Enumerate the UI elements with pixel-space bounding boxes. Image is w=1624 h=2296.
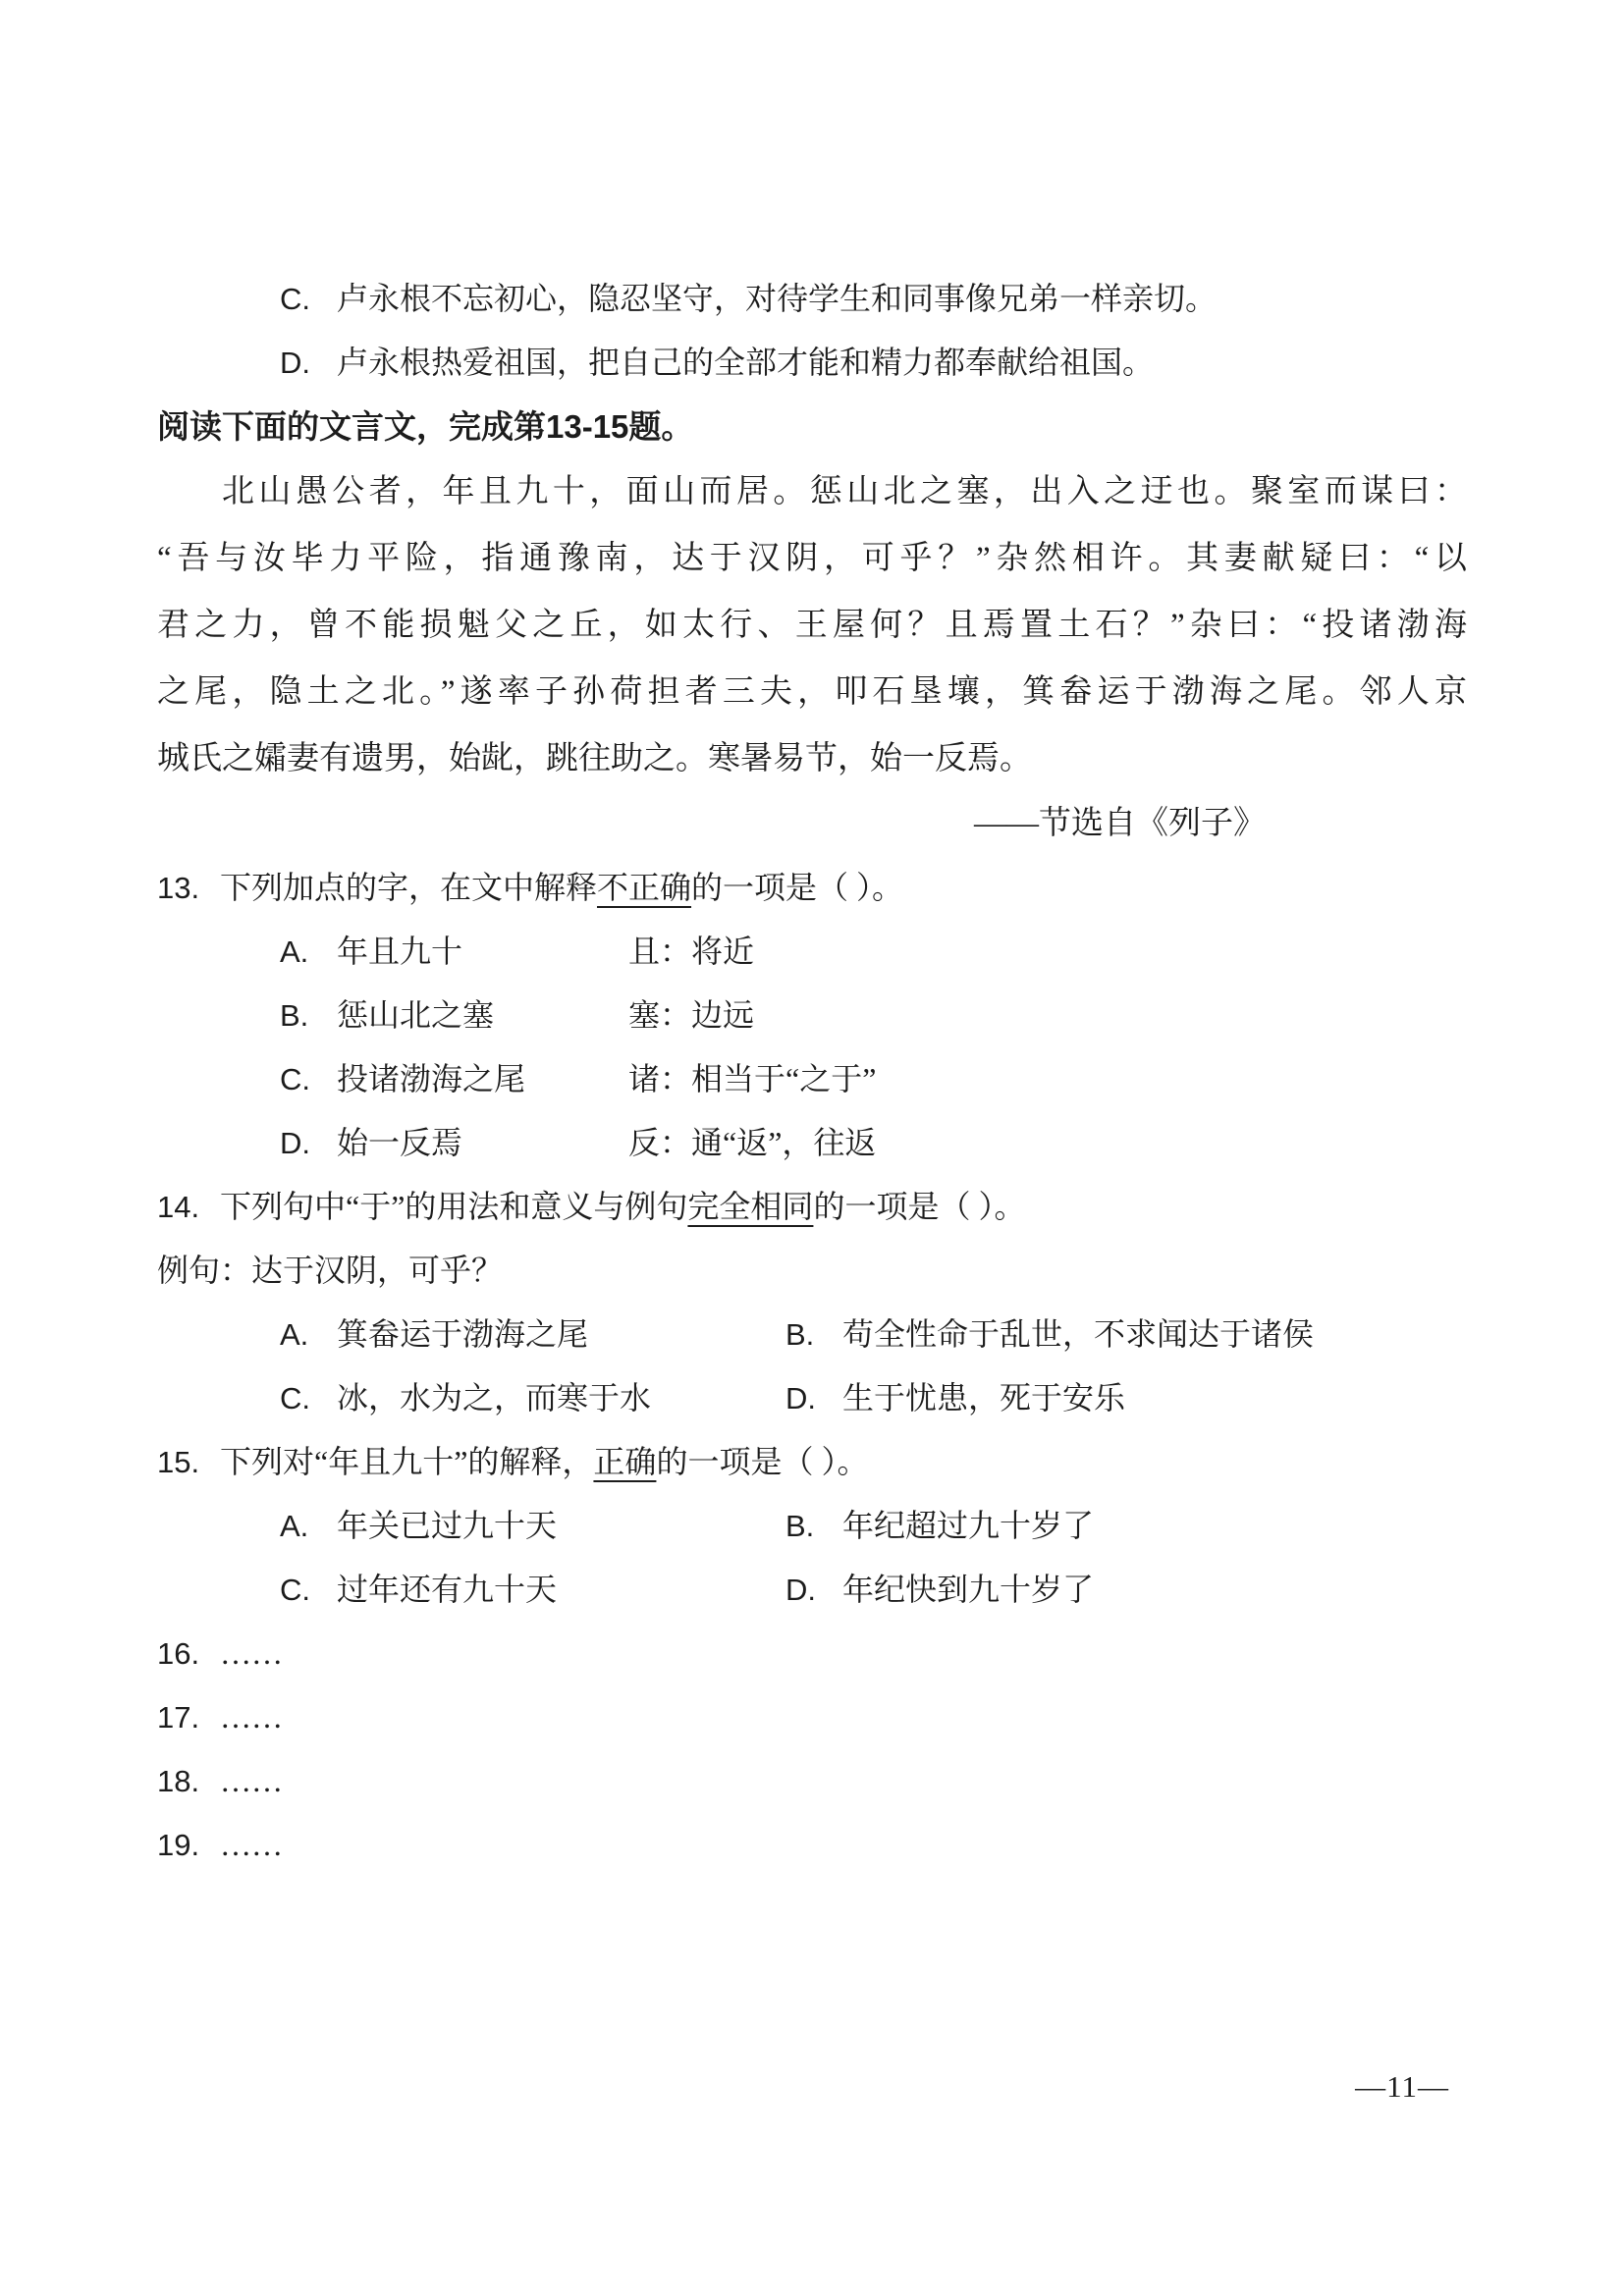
q14-example-sentence: 例句：达于汉阴，可乎？	[157, 1253, 504, 1288]
question-number: 19.	[157, 1828, 200, 1862]
passage	[157, 458, 1467, 856]
option-label: D.	[785, 1381, 816, 1415]
stub-ellipsis: ……	[220, 1763, 283, 1798]
option-label: D.	[280, 346, 310, 380]
option-label: A.	[280, 934, 309, 969]
q15-options-row-1	[157, 1494, 1467, 1558]
question-number: 14.	[157, 1190, 200, 1224]
option-phrase: 惩山北之塞	[337, 997, 495, 1033]
question-16-stub	[157, 1622, 1467, 1685]
question-number: 13.	[157, 871, 200, 905]
stub-ellipsis: ……	[220, 1827, 283, 1862]
option-label: C.	[280, 1062, 310, 1096]
option-text: 生于忧患，死于安乐	[842, 1380, 1126, 1415]
q13-option-d	[157, 1111, 1467, 1175]
q15-options-row-2	[157, 1558, 1467, 1622]
q14-option-d	[785, 1366, 1467, 1430]
option-text: 年关已过九十天	[337, 1508, 558, 1543]
question-number: 17.	[157, 1700, 200, 1735]
stem-text: 下列对“年且九十”的解释，	[220, 1444, 594, 1479]
stem-text: 下列加点的字，在文中解释	[220, 870, 598, 905]
passage-line: “吾与汝毕力平险，指通豫南，达于汉阴，可乎？”杂然相许。其妻献疑曰：“以	[157, 541, 1467, 576]
section-heading: 阅读下面的文言文，完成第13-15题。	[157, 408, 694, 445]
q13-option-c	[157, 1047, 1467, 1111]
stem-text: 的一项是（ ）。	[656, 1444, 869, 1479]
question-17-stub	[157, 1685, 1467, 1749]
option-label: B.	[280, 998, 309, 1033]
option-label: D.	[785, 1573, 816, 1607]
q14-options-row-1	[157, 1303, 1467, 1366]
passage-attribution: ——节选自《列子》	[974, 806, 1266, 841]
option-label: C.	[280, 1573, 310, 1607]
prev-option-d	[157, 331, 1467, 395]
passage-line: 之尾，隐土之北。”遂率子孙荷担者三夫，叩石垦壤，箕畚运于渤海之尾。邻人京	[157, 674, 1467, 710]
passage-line: 城氏之孀妻有遗男，始龀，跳往助之。寒暑易节，始一反焉。	[157, 741, 1032, 776]
option-text: 年纪超过九十岁了	[842, 1508, 1095, 1543]
stem-underlined-text: 完全相同	[687, 1189, 814, 1224]
stub-ellipsis: ……	[220, 1635, 283, 1671]
q14-option-b	[785, 1303, 1467, 1366]
stem-text: 的一项是（ ）。	[813, 1189, 1026, 1224]
option-text: 年纪快到九十岁了	[842, 1572, 1095, 1607]
passage-line: 北山愚公者，年且九十，面山而居。惩山北之塞，出入之迂也。聚室而谋曰：	[222, 474, 1467, 509]
passage-line: 君之力，曾不能损魁父之丘，如太行、王屋何？且焉置土石？”杂曰：“投诸渤海	[157, 608, 1467, 643]
question-number: 16.	[157, 1636, 200, 1671]
option-gloss: 诸：相当于“之于”	[628, 1061, 877, 1096]
q15-option-b	[785, 1494, 1467, 1558]
option-label: A.	[280, 1317, 309, 1352]
option-phrase: 投诸渤海之尾	[337, 1061, 526, 1096]
q14-options-row-2	[157, 1366, 1467, 1430]
option-phrase: 始一反焉	[337, 1125, 463, 1160]
question-15-stem	[157, 1430, 1467, 1494]
question-18-stub	[157, 1749, 1467, 1813]
option-text: 卢永根热爱祖国，把自己的全部才能和精力都奉献给祖国。	[337, 345, 1155, 380]
stem-underlined-text: 正确	[593, 1444, 657, 1479]
stem-text: 的一项是（ ）。	[691, 870, 904, 905]
q15-option-a	[280, 1494, 785, 1558]
option-text: 箕畚运于渤海之尾	[337, 1316, 589, 1352]
q15-option-d	[785, 1558, 1467, 1622]
q13-option-b	[157, 984, 1467, 1047]
option-text: 过年还有九十天	[337, 1572, 558, 1607]
question-19-stub	[157, 1813, 1467, 1877]
question-14-stem	[157, 1175, 1467, 1239]
stub-ellipsis: ……	[220, 1699, 283, 1735]
q13-option-a	[157, 920, 1467, 984]
question-13-stem	[157, 856, 1467, 920]
q15-option-c	[280, 1558, 785, 1622]
option-gloss: 反：通“返”，往返	[628, 1125, 877, 1160]
option-text: 卢永根不忘初心，隐忍坚守，对待学生和同事像兄弟一样亲切。	[337, 281, 1218, 316]
stem-text: 下列句中“于”的用法和意义与例句	[220, 1189, 688, 1224]
option-label: A.	[280, 1509, 309, 1543]
question-number: 15.	[157, 1445, 200, 1479]
question-number: 18.	[157, 1764, 200, 1798]
option-text: 冰，水为之，而寒于水	[337, 1380, 652, 1415]
option-gloss: 且：将近	[628, 934, 755, 969]
option-gloss: 塞：边远	[628, 997, 755, 1033]
prev-option-c	[157, 267, 1467, 331]
option-text: 苟全性命于乱世，不求闻达于诸侯	[842, 1316, 1315, 1352]
option-label: D.	[280, 1126, 310, 1160]
option-label: B.	[785, 1509, 815, 1543]
q14-option-c	[280, 1366, 785, 1430]
option-label: C.	[280, 282, 310, 316]
option-label: C.	[280, 1381, 310, 1415]
option-label: B.	[785, 1317, 815, 1352]
option-phrase: 年且九十	[337, 934, 463, 969]
stem-underlined-text: 不正确	[597, 870, 692, 905]
q14-option-a	[280, 1303, 785, 1366]
page-number: —11—	[1355, 2069, 1449, 2104]
